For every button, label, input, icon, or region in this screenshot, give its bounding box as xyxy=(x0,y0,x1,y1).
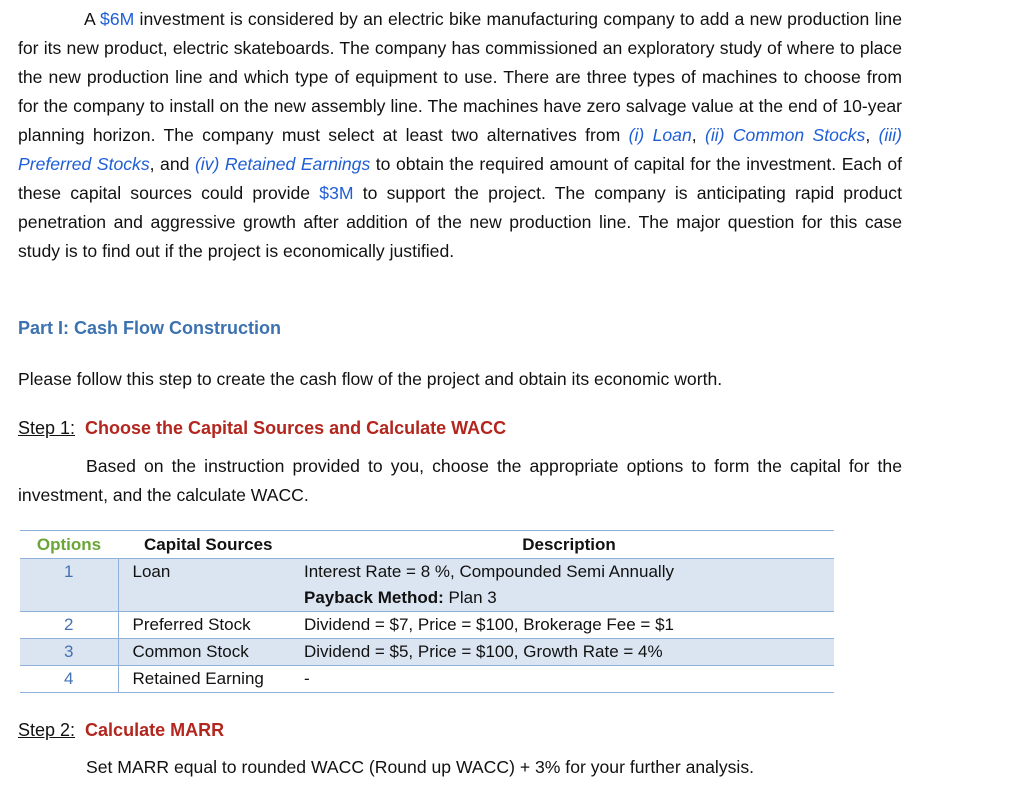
description-cell: - xyxy=(304,666,834,693)
separator: , xyxy=(691,125,705,145)
table-header-row xyxy=(20,531,834,559)
part1-instruction: Please follow this step to create the cash flow of the project and obtain its economic worth. xyxy=(18,369,723,389)
description-cell: Dividend = $7, Price = $100, Brokerage Fee = $1 xyxy=(304,612,834,639)
capital-source: Common Stock xyxy=(118,639,304,666)
intro-paragraph xyxy=(18,5,902,266)
intro-text: to support the project. The company is anticipating rapid product penetration and aggressive growth after addition of the new production line. The major question for this case study is to find out if the project is economically justified. xyxy=(18,183,902,261)
payback-value: Plan 3 xyxy=(443,588,497,607)
intro-text: investment is considered by an electric bike manufacturing company to add a new production line for its new product, electric skateboards. The company has commissioned an exploratory study of where to place the new production line and which type of equipment to use. There are three types of machines to choose from for the company to install on the new assembly line. The machines have zero salvage value at the end of 10-year planning horizon. The company must select at least two alternatives from xyxy=(18,9,902,145)
step2-heading xyxy=(18,720,224,741)
intro-text: to obtain the required amount of capital for the investment. Each of these capital sources could provide xyxy=(18,154,902,203)
step1-title: Choose the Capital Sources and Calculate WACC xyxy=(85,418,507,438)
option-number: 3 xyxy=(20,639,118,666)
capital-amount: $3M xyxy=(319,183,354,203)
option-number: 1 xyxy=(20,559,118,612)
table-row xyxy=(20,666,834,693)
part1-heading: Part I: Cash Flow Construction xyxy=(18,318,282,338)
step2-title: Calculate MARR xyxy=(85,720,225,740)
investment-amount: $6M xyxy=(100,9,135,29)
alternative-common-stocks: (ii) Common Stocks xyxy=(704,125,866,145)
capital-source: Retained Earning xyxy=(118,666,304,693)
capital-source: Loan xyxy=(118,559,304,612)
alternative-preferred-stocks: (iii) Preferred Stocks xyxy=(18,125,903,174)
separator: , and xyxy=(149,154,195,174)
option-number: 2 xyxy=(20,612,118,639)
description-line: Interest Rate = 8 %, Compounded Semi Annually xyxy=(304,562,674,581)
intro-text: A xyxy=(84,9,101,29)
alternative-loan: (i) Loan xyxy=(628,125,692,145)
description-cell: Dividend = $5, Price = $100, Growth Rate = 4% xyxy=(304,639,834,666)
description-line xyxy=(304,585,834,611)
table-row xyxy=(20,559,834,612)
description-cell xyxy=(304,559,834,612)
header-description: Description xyxy=(522,535,616,554)
option-number: 4 xyxy=(20,666,118,693)
table-row xyxy=(20,612,834,639)
header-capital-sources: Capital Sources xyxy=(144,535,273,554)
step1-number: Step 1: xyxy=(18,418,76,438)
payback-label: Payback Method: xyxy=(304,588,444,607)
alternative-retained-earnings: (iv) Retained Earnings xyxy=(194,154,371,174)
step1-heading xyxy=(18,418,506,439)
capital-source: Preferred Stock xyxy=(118,612,304,639)
header-options: Options xyxy=(36,535,102,554)
step1-text: Based on the instruction provided to you, choose the appropriate options to form the capital for the investment, and the calculate WACC. xyxy=(18,456,902,505)
separator: , xyxy=(865,125,879,145)
step2-text: Set MARR equal to rounded WACC (Round up WACC) + 3% for your further analysis. xyxy=(86,757,755,777)
table-row xyxy=(20,639,834,666)
capital-sources-table xyxy=(20,530,834,693)
step2-number: Step 2: xyxy=(18,720,76,740)
